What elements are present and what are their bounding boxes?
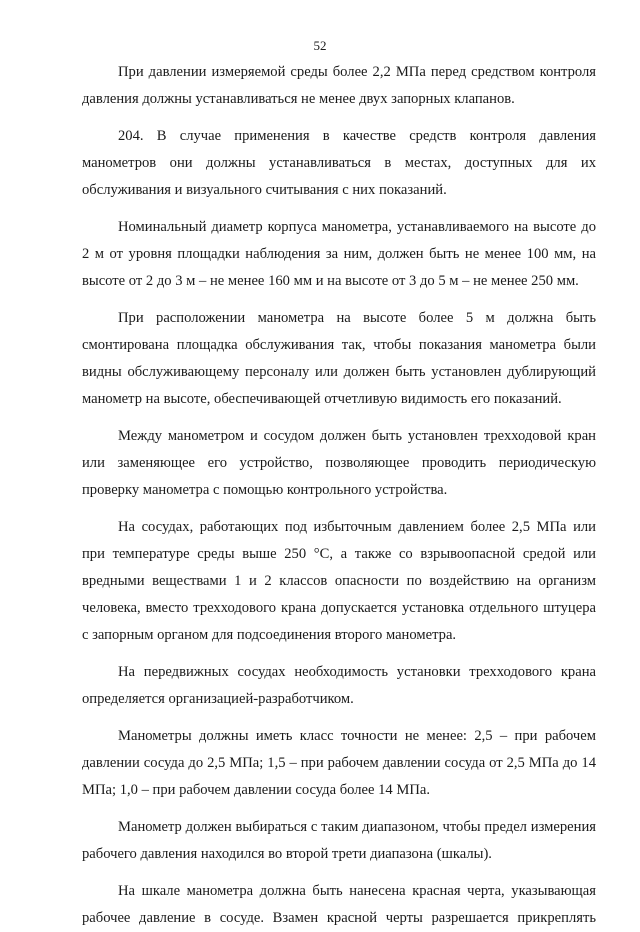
paragraph-mobile-vessels: На передвижных сосудах необходимость установки трехходового крана определяется организацией-разработчиком. xyxy=(82,664,596,707)
paragraph-accuracy-class: Манометры должны иметь класс точности не менее: 2,5 – при рабочем давлении сосуда до 2,5 МПа; 1,5 – при рабочем давлении сосуда от 2,5 МПа до 14 МПа; 1,0 – при рабочем давлении сосуда более 14 МПа. xyxy=(82,728,596,798)
document-body xyxy=(82,59,596,932)
paragraph-service-platform: При расположении манометра на высоте более 5 м должна быть смонтирована площадка обслуживания так, чтобы показания манометра были видны обслуживающему персоналу или должен быть установлен дублирующий манометр на высоте, обеспечивающей отчетливую видимость его показаний. xyxy=(82,310,596,407)
paragraph-measurement-range: Манометр должен выбираться с таким диапазоном, чтобы предел измерения рабочего давления находился во второй трети диапазона (шкалы). xyxy=(82,819,596,862)
paragraph-high-pressure-vessels: На сосудах, работающих под избыточным давлением более 2,5 МПа или при температуре среды выше 250 °С, а также со взрывоопасной средой или вредными веществами 1 и 2 классов опасности по воздействию на организм человека, вместо трехходового крана допускается установка отдельного штуцера с запорным органом для подсоединения второго манометра. xyxy=(82,519,596,643)
paragraph-pressure-valves: При давлении измеряемой среды более 2,2 МПа перед средством контроля давления должны устанавливаться не менее двух запорных клапанов. xyxy=(82,64,596,107)
paragraph-red-line: На шкале манометра должна быть нанесена красная черта, указывающая рабочее давление в сосуде. Взамен красной черты разрешается прикреплять xyxy=(82,883,596,926)
page-number: 52 xyxy=(313,38,327,53)
paragraph-manometer-diameter: Номинальный диаметр корпуса манометра, устанавливаемого на высоте до 2 м от уровня площадки наблюдения за ним, должен быть не менее 100 мм, на высоте от 2 до 3 м – не менее 160 мм и на высоте от 3 до 5 м – не менее 250 мм. xyxy=(82,219,596,289)
paragraph-204-manometer-placement: 204. В случае применения в качестве средств контроля давления манометров они должны устанавливаться в местах, доступных для их обслуживания и визуального считывания с них показаний. xyxy=(82,128,596,198)
paragraph-three-way-valve: Между манометром и сосудом должен быть установлен трехходовой кран или заменяющее его устройство, позволяющее проводить периодическую проверку манометра с помощью контрольного устройства. xyxy=(82,428,596,498)
